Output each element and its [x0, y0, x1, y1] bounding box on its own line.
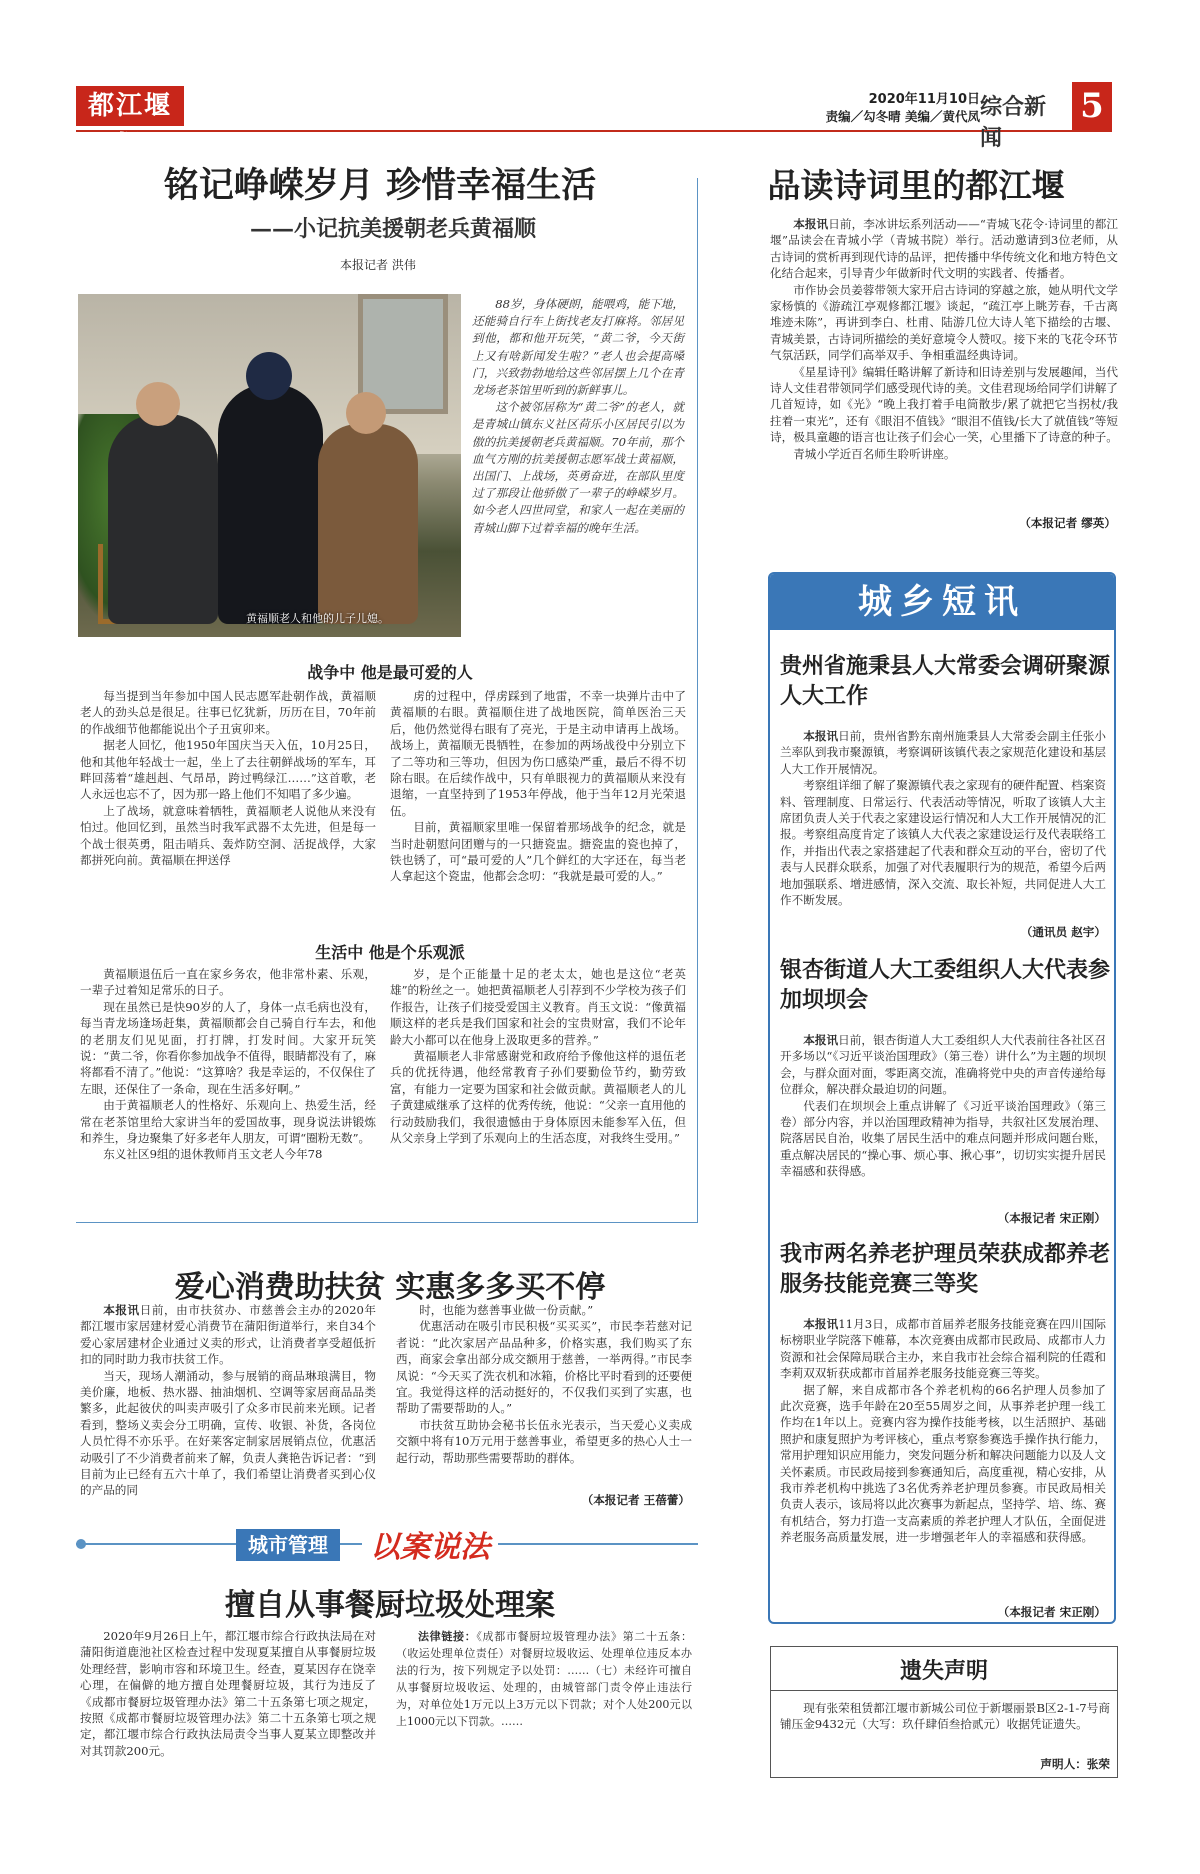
brief-author: （通讯员 赵宇）	[1020, 925, 1106, 939]
paragraph: 黄福顺老人非常感谢党和政府给予像他这样的退伍老兵的优抚待遇，他经常教育子孙们要勤俭节约，勤劳致富，有能力一定要为国家和社会做贡献。黄福顺老人的儿子黄建威继承了这样的优秀传统，他说：“父亲一直用他的行动鼓励我们，我很遗憾由于身体原因未能参军入伍，但从父亲身上学到了乐观向上的生活态度，对我终生受用。”	[390, 1049, 686, 1146]
article-text: 日前，由市扶贫办、市慈善会主办的2020年都江堰市家居建材爱心消费节在蒲阳街道举行，来自34个爱心家居建材企业通过义卖的形式，让消费者享受超低折扣的同时助力我市扶贫工作。 当天，现场人潮涌动，参与展销的商品琳琅满目，物美价廉，地板、热水器、抽油烟机、空调等家居商品品类繁多，此起彼伏的叫卖声吸引了众多市民前来光顾。记者看到，整场义卖会分工明确，宣传、收银、补货，各岗位人员忙得不亦乐乎。在好莱客定制家居展销点位，优惠活动吸引了不少消费者前来了解，负责人龚艳告诉记者：“到目前为止已经有五六十单了，我们希望让消费者买到心仪的产品的同	[80, 1303, 376, 1498]
section-name: 综合新闻	[980, 95, 1047, 151]
paragraph: 市作协会员姜蓉带领大家开启古诗词的穿越之旅，她从明代文学家杨慎的《游疏江亭观修都江堰》谈起，“疏江亭上眺芳春，千古离堆迹未陈”，再讲到李白、杜甫、陆游几位大诗人笔下描绘的古堰、青城美景，古诗词所描绘的美好意境令人赞叹。接下来的飞花令环节气氛活跃，同学们高举双手、争相重温经典诗词。	[770, 282, 1118, 363]
notice-signature: 声明人：张荣	[1040, 1757, 1110, 1771]
lead-label: 法律链接：	[418, 1630, 477, 1643]
brief-text: 日前，贵州省黔东南州施秉县人大常委会副主任张小兰率队到我市聚源镇，考察调研该镇代表之家规范化建设和基层人大工作开展情况。 考察组详细了解了聚源镇代表之家现有的硬件配置、档案资料、管理制度、日常运行、代表活动等情况，听取了该镇人大主席团负责人关于代表之家建设运行情况和人大工作开展情况的汇报。考察组高度肯定了该镇人大代表之家建设运行及代表联络工作，并指出代表之家搭建起了代表和群众互动的平台，密切了代表与人民群众联系，加强了对代表履职行为的规范，希望今后两地加强联系、增进感情，深入交流、取长补短，共同促进人大工作不断发展。	[780, 729, 1106, 908]
article-column	[390, 966, 686, 1146]
article-column	[390, 688, 686, 885]
banner-dot	[76, 1539, 86, 1549]
brief-author: （本报记者 宋正刚）	[997, 1211, 1106, 1225]
article-byline: 本报记者 洪伟	[340, 258, 416, 272]
lead-label: 本报讯	[793, 217, 829, 231]
paragraph: 考察组详细了解了聚源镇代表之家现有的硬件配置、档案资料、管理制度、日常运行、代表活动等情况，听取了该镇人大主席团负责人关于代表之家建设运行情况和人大工作开展情况的汇报。考察组高度肯定了该镇人大代表之家建设运行及代表联络工作，并指出代表之家搭建起了代表和群众互动的平台，密切了代表与人民群众联系，加强了对代表履职行为的规范，希望今后两地加强联系、增进感情，深入交流、取长补短，共同促进人大工作不断发展。	[780, 778, 1106, 908]
photo-person-right	[318, 424, 418, 624]
lead-label: 本报讯	[803, 1033, 839, 1047]
article-column: 2020年9月26日上午，都江堰市综合行政执法局在对蒲阳街道鹿池社区检查过程中发现夏某擅自从事餐厨垃圾处理经营，影响市容和环境卫生。经查，夏某因存在饶幸心理，在偏僻的地方擅自处理餐厨垃圾，其行为违反了《成都市餐厨垃圾管理办法》第二十五条第七项之规定，按照《成都市餐厨垃圾管理办法》第二十五条第七项之规定，都江堰市综合行政执法局责令当事人夏某立即整改并对其罚款200元。	[80, 1629, 376, 1758]
brief-text: 11月3日，成都市首届养老服务技能竞赛在四川国际标榜职业学院落下帷幕，本次竞赛由成都市民政局、成都市人力资源和社会保障局联合主办，来自我市社会综合福利院的任霞和李莉双双斩获成都市首届养老服务技能竞赛三等奖。 据了解，来自成都市各个养老机构的66名护理人员参加了此次竞赛，选手年龄在20至55周岁之间，从事养老护理一线工作均在1年以上。竞赛内容为操作技能考核，以生活照护、基础照护和康复照护为考评核心，重点考察参赛选手操作执行能力，常用护理知识应用能力，突发问题分析和解决问题能力以及人文关怀素质。市民政局接到参赛通知后，高度重视，精心安排，从我市养老机构中挑选了3名优秀养老护理员参赛。市民政局相关负责人表示，该局将以此次赛事为新起点，坚持学、培、练、赛有机结合，努力打造一支高素质的养老护理人才队伍，全面促进养老服务高质量发展，进一步增强老年人的幸福感和获得感。	[780, 1317, 1106, 1545]
photo-person-center	[218, 384, 323, 624]
paragraph: 代表们在坝坝会上重点讲解了《习近平谈治国理政》（第三卷）部分内容，并以治国理政精神为指导，共叙社区发展治理、院落居民自治，收集了居民生活中的难点问题并形成问题台账，重点解决居民的“操心事、烦心事、揪心事”，切切实实提升居民幸福感和获得感。	[780, 1098, 1106, 1179]
article-intro	[472, 296, 684, 537]
paragraph: 现在虽然已是快90岁的人了，身体一点毛病也没有，每当青龙场逢场赶集，黄福顺都会自己骑自行车去，和他的老朋友们见见面，打打牌，打发时间。大家开玩笑说：“黄二爷，你看你参加战争不值得，眼睛都没有了，麻将都看不清了。”他说：“这算啥？我是幸运的，不仅保住了左眼，还保住了一条命，现在生活多好啊。”	[80, 999, 376, 1096]
article-column	[80, 966, 376, 1163]
paragraph: 由于黄福顺老人的性格好、乐观向上、热爱生活，经常在老茶馆里给大家讲当年的爱国故事，现身说法讲锻炼和养生，身边聚集了好多老年人朋友，可谓“圈粉无数”。	[80, 1098, 376, 1146]
photo-caption: 黄福顺老人和他的儿子儿媳。	[246, 612, 389, 625]
brief-body	[780, 1316, 1106, 1546]
newspaper-logo: 都江堰报	[76, 86, 184, 126]
brief-body	[780, 1032, 1106, 1180]
brief-body	[780, 728, 1106, 908]
paragraph: 上了战场，就意味着牺牲，黄福顺老人说他从来没有怕过。他回忆到，虽然当时我军武器不太先进，但是每一个战士很英勇，阻击哨兵、轰炸防空洞、活捉战俘，大家都拼死向前。黄福顺在押送俘	[80, 803, 376, 868]
article-column	[80, 688, 376, 868]
article-column	[396, 1628, 692, 1730]
paragraph: 东义社区9组的退休教师肖玉文老人今年78	[103, 1147, 323, 1162]
masthead	[76, 82, 1112, 161]
paragraph: 《星星诗刊》编辑任略讲解了新诗和旧诗差别与发展趣闻，当代诗人文佳君带领同学们感受现代诗的美。文佳君现场给同学们讲解了几首短诗，如《光》“晚上我打着手电筒散步/累了就把它当拐杖/我拄着一束光”，还有《眼泪不值钱》“眼泪不值钱/长大了就值钱”等短诗，极具童趣的语言也让孩子们会心一笑，心里播下了诗意的种子。	[770, 364, 1118, 445]
paragraph: 目前，黄福顺家里唯一保留着那场战争的纪念，就是当时赴朝慰问团赠与的一只搪瓷盅。搪瓷盅的瓷也掉了，铁也锈了，可“最可爱的人”几个鲜红的大字还在，每当老人拿起这个瓷盅，他都会念叨：“我就是最可爱的人。”	[390, 820, 686, 884]
article-headline: 爱心消费助扶贫 实惠多多买不停	[174, 1270, 606, 1305]
article-subtitle: ——小记抗美援朝老兵黄福顺	[250, 216, 537, 242]
brief-headline: 我市两名养老护理员荣获成都养老服务技能竞赛三等奖	[780, 1242, 1111, 1297]
article-author: （本报记者 王蓓蕾）	[581, 1493, 690, 1507]
paragraph: 时，也能为慈善事业做一份贡献。”	[419, 1303, 594, 1317]
article-text: 日前，李冰讲坛系列活动——“青城飞花令·诗词里的都江堰”品读会在青城小学（青城书院）举行。活动邀请到3位老师，从古诗词的赏析再到现代诗的品评，把传播中华传统文化和地方特色文化结合起来，引导青少年做新时代文明的实践者、传播者。 市作协会员姜蓉带领大家开启古诗词的穿越之旅，她从明代文学家杨慎的《游疏江亭观修都江堰》谈起，“疏江亭上眺芳春，千古离堆迹未陈”，再讲到李白、杜甫、陆游几位大诗人笔下描绘的古堰、青城美景，古诗词所描绘的美好意境令人赞叹。接下来的飞花令环节气氛活跃，同学们高举双手、争相重温经典诗词。 《星星诗刊》编辑任略讲解了新诗和旧诗差别与发展趣闻，当代诗人文佳君带领同学们感受现代诗的美。文佳君现场给同学们讲解了几首短诗，如《光》“晚上我打着手电筒散步/累了就把它当拐杖/我拄着一束光”，还有《眼泪不值钱》“眼泪不值钱/长大了就值钱”等短诗，极具童趣的语言也让孩子们会心一笑，心里播下了诗意的种子。 青城小学近百名师生聆听讲座。	[770, 217, 1118, 461]
article-column	[80, 1302, 376, 1499]
article-headline: 擅自从事餐厨垃圾处理案	[225, 1588, 555, 1623]
paragraph: 虏的过程中，俘虏踩到了地雷，不幸一块弹片击中了黄福顺的右眼。黄福顺住进了战地医院，简单医治三天后，他仍然觉得右眼有了亮光，于是主动申请再上战场。战场上，黄福顺无畏牺牲，在参加的两场战役中分别立下了二等功和三等功，但因为伤口感染严重，最后不得不切除右眼。在后续作战中，只有单眼视力的黄福顺从来没有退缩，一直坚持到了1953年停战，他于当年12月光荣退伍。	[390, 689, 686, 818]
section-heading: 生活中 他是个乐观派	[315, 943, 465, 962]
paragraph: 当天，现场人潮涌动，参与展销的商品琳琅满目，物美价廉，地板、热水器、抽油烟机、空调等家居商品品类繁多，此起彼伏的叫卖声吸引了众多市民前来光顾。记者看到，整场义卖会分工明确，宣传、收银、补货，各岗位人员忙得不亦乐乎。在好莱客定制家居展销点位，优惠活动吸引了不少消费者前来了解，负责人龚艳告诉记者：“到目前为止已经有五六十单了，我们希望让消费者买到心仪的产品的同	[80, 1368, 376, 1498]
issue-date: 2020年11月10日	[868, 92, 980, 107]
lead-label: 本报讯	[803, 729, 839, 743]
brief-text: 日前，银杏街道人大工委组织人大代表前往各社区召开多场以“《习近平谈治国理政》（第三卷）讲什么”为主题的坝坝会，与群众面对面，零距离交流，准确将党中央的声音传递给每位群众，解决群众最迫切的问题。 代表们在坝坝会上重点讲解了《习近平谈治国理政》（第三卷）部分内容，并以治国理政精神为指导，共叙社区发展治理、院落居民自治，收集了居民生活中的难点问题并形成问题台账，重点解决居民的“操心事、烦心事、揪心事”，切切实实提升居民幸福感和获得感。	[780, 1033, 1106, 1179]
page-number: 5	[1072, 82, 1112, 130]
editors-credit: 责编／勾冬晴 美编／黄代凤	[825, 109, 980, 124]
notice-body: 现有张荣租赁都江堰市新城公司位于新堰丽景B区2-1-7号商铺压金9432元（大写：玖仟肆佰叁拾贰元）收据凭证遗失。	[780, 1701, 1110, 1732]
photo-head-left	[136, 382, 180, 426]
article-body	[770, 216, 1118, 462]
column-brand: 以案说法	[362, 1522, 498, 1566]
photo-person-left	[108, 414, 218, 624]
lead-label: 本报讯	[103, 1303, 140, 1317]
paragraph: 据了解，来自成都市各个养老机构的66名护理人员参加了此次竞赛，选手年龄在20至55周岁之间，从事养老护理一线工作均在1年以上。竞赛内容为操作技能考核，以生活照护、基础照护和康复照护为考评核心，重点考察参赛选手操作执行能力，常用护理知识应用能力，突发问题分析和解决问题能力以及人文关怀素质。市民政局接到参赛通知后，高度重视，精心安排，从我市养老机构中挑选了3名优秀养老护理员参赛。市民政局相关负责人表示，该局将以此次赛事为新起点，坚持学、培、练、赛有机结合，努力打造一支高素质的养老护理人才队伍，全面促进养老服务高质量发展，进一步增强老年人的幸福感和获得感。	[780, 1382, 1106, 1545]
column-banner	[76, 1522, 698, 1566]
briefs-header-title: 城乡短讯	[858, 582, 1026, 622]
paragraph: 88岁，身体硬朗，能喂鸡，能下地，还能骑自行车上街找老友打麻将。邻居见到他，都和他开玩笑，“黄二爷，今天街上又有啥新闻发生啦？”老人也会提高嗓门，兴致勃勃地给这些邻居摆上几个在青龙场老茶馆里听到的新鲜事儿。	[472, 297, 684, 398]
article-headline: 铭记峥嵘岁月 珍惜幸福生活	[163, 165, 597, 206]
article-author: （本报记者 缪英）	[1019, 516, 1116, 530]
paragraph: 黄福顺退伍后一直在家乡务农，他非常朴素、乐观，一辈子过着知足常乐的日子。	[80, 967, 376, 998]
paragraph: 青城小学近百名师生聆听讲座。	[793, 446, 956, 461]
paragraph: 每当提到当年参加中国人民志愿军赴朝作战，黄福顺老人的劲头总是很足。往事已忆犹新，历历在目，70年前的作战细节他都能说出个子丑寅卯来。	[80, 689, 376, 736]
notice-divider	[770, 1690, 1118, 1691]
lead-label: 本报讯	[803, 1317, 839, 1331]
notice-title: 遗失声明	[899, 1658, 988, 1684]
paragraph: 岁，是个正能量十足的老太太，她也是这位“老英雄”的粉丝之一。她把黄福顺老人引荐到不少学校为孩子们作报告，让孩子们接受爱国主义教育。肖玉文说：“像黄福顺这样的老兵是我们国家和社会的宝贵财富，我们不论年龄大小都可以在他身上汲取更多的营养。”	[390, 967, 686, 1047]
article-headline: 品读诗词里的都江堰	[767, 166, 1065, 205]
paragraph: 市扶贫互助协会秘书长伍永光表示，当天爱心义卖成交额中将有10万元用于慈善事业，希望更多的热心人士一起行动，帮助那些需要帮助的群体。	[396, 1417, 692, 1465]
section-heading: 战争中 他是最可爱的人	[307, 663, 473, 682]
column-label: 城市管理	[236, 1529, 340, 1561]
veteran-family-photo	[78, 294, 461, 637]
brief-headline: 银杏街道人大工委组织人大代表参加坝坝会	[780, 958, 1111, 1013]
photo-head-right	[346, 392, 386, 434]
article-column	[396, 1302, 692, 1466]
paragraph: 这个被邻居称为“黄二爷”的老人，就是青城山镇东义社区荷乐小区居民引以为傲的抗美援朝老兵黄福顺。70年前，那个血气方刚的抗美援朝志愿军战士黄福顺，出国门、上战场，英勇奋进，在部队里度过了那段让他骄傲了一辈子的峥嵘岁月。如今老人四世同堂，和家人一起在美丽的青城山脚下过着幸福的晚年生活。	[472, 400, 684, 535]
paragraph: 优惠活动在吸引市民积极“买买买”，市民李若慈对记者说：“此次家居产品品种多，价格实惠，我们购买了东西，商家会拿出部分成交额用于慈善，一举两得。”市民李凤说：“今天买了洗衣机和冰箱，价格比平时看到的还要便宜。我觉得这样的活动挺好的，不仅我们买到了实惠，也帮助了需要帮助的人。”	[396, 1319, 692, 1416]
paragraph: 据老人回忆，他1950年国庆当天入伍，10月25日，他和其他年轻战士一起，坐上了去往朝鲜战场的军车，耳畔回荡着“雄赳赳、气昂昂，跨过鸭绿江……”这首歌，老人永远也忘不了，因为那一路上他们不知唱了多少遍。	[80, 738, 376, 802]
brief-headline: 贵州省施秉县人大常委会调研聚源人大工作	[780, 654, 1111, 709]
brief-author: （本报记者 宋正刚）	[997, 1605, 1106, 1619]
article-text: 《成都市餐厨垃圾管理办法》第二十五条：（收运处理单位责任）对餐厨垃圾收运、处理单位违反本办法的行为，按下列规定予以处罚：……（七）未经许可擅自从事餐厨垃圾收运、处理的，由城管部门责令停止违法行为，对单位处1万元以上3万元以下罚款；对个人处200元以上1000元以下罚款。……	[396, 1630, 693, 1728]
briefs-header	[770, 574, 1114, 630]
photo-head-center	[246, 352, 292, 400]
